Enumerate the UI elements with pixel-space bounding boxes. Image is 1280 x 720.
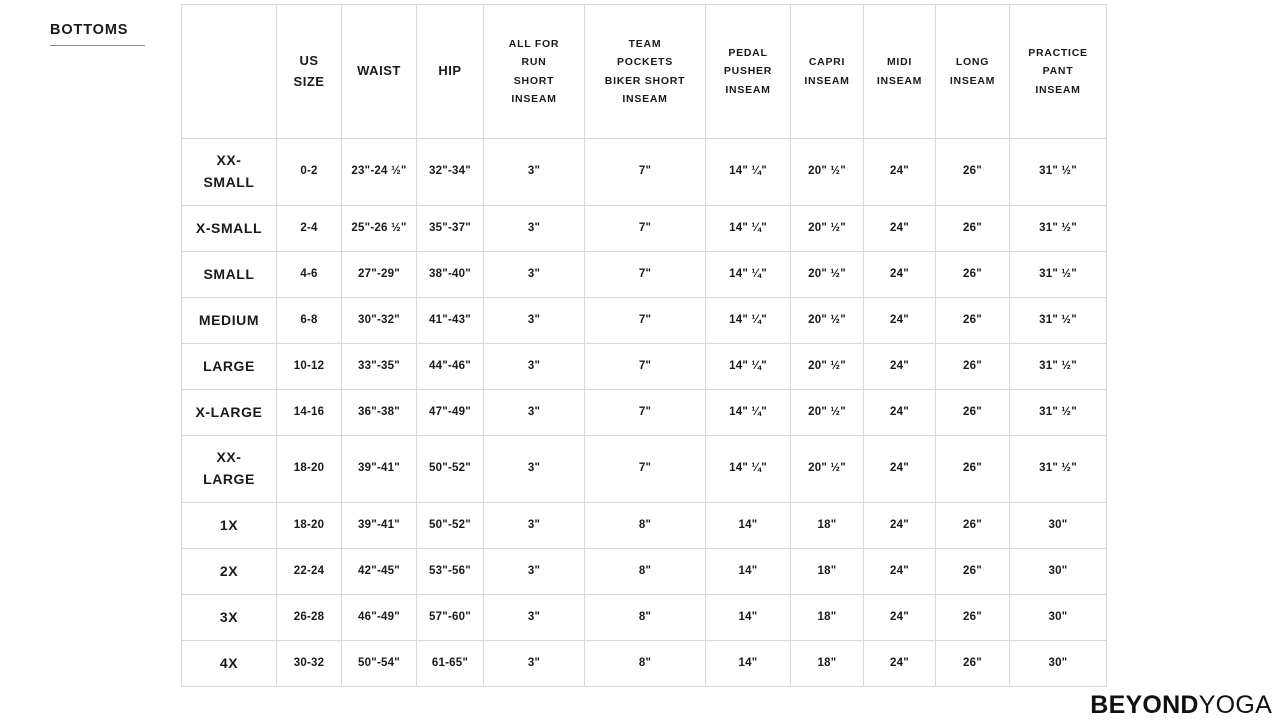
cell-hip: 32"-34" [417, 139, 484, 206]
cell-us-size: 30-32 [277, 641, 342, 687]
header-cell-long-inseam [936, 5, 1010, 139]
cell-hip: 50"-52" [417, 436, 484, 503]
cell-practice-pant-inseam: 31" ½" [1010, 390, 1107, 436]
header-line: HIP [438, 63, 462, 79]
cell-all-for-run-short-inseam: 3" [484, 549, 585, 595]
cell-team-pockets-biker-short-inseam: 7" [585, 252, 706, 298]
row-label-line: LARGE [203, 471, 255, 487]
cell-waist: 42"-45" [342, 549, 417, 595]
header-cell-us-size [277, 5, 342, 139]
cell-us-size: 4-6 [277, 252, 342, 298]
brand-logo-yoga: YOGA [1198, 691, 1272, 719]
cell-capri-inseam: 18" [791, 595, 864, 641]
cell-midi-inseam: 24" [864, 595, 936, 641]
table-header [182, 5, 1107, 139]
cell-all-for-run-short-inseam: 3" [484, 252, 585, 298]
cell-us-size: 18-20 [277, 503, 342, 549]
row-label-line: MEDIUM [198, 311, 260, 328]
cell-waist: 39"-41" [342, 436, 417, 503]
header-cell-all-for-run-short-inseam [484, 5, 585, 139]
header-line: TEAM [628, 37, 662, 50]
row-label-size [182, 595, 277, 641]
cell-capri-inseam: 20" ½" [791, 139, 864, 206]
cell-waist: 39"-41" [342, 503, 417, 549]
row-label-line: 3X [219, 608, 239, 625]
header-cell-hip [417, 5, 484, 139]
cell-team-pockets-biker-short-inseam: 7" [585, 344, 706, 390]
cell-pedal-pusher-inseam: 14" ¼" [706, 206, 791, 252]
row-label-line: X-SMALL [195, 219, 263, 236]
section-heading-label: BOTTOMS [50, 22, 129, 38]
cell-pedal-pusher-inseam: 14" ¼" [706, 390, 791, 436]
header-cell-team-pockets-biker-short-inseam [585, 5, 706, 139]
header-line: CAPRI [808, 56, 846, 69]
header-line: INSEAM [949, 74, 996, 87]
table-row [182, 344, 1107, 390]
cell-pedal-pusher-inseam: 14" ¼" [706, 139, 791, 206]
cell-capri-inseam: 20" ½" [791, 436, 864, 503]
cell-capri-inseam: 18" [791, 549, 864, 595]
cell-long-inseam: 26" [936, 298, 1010, 344]
header-line: POCKETS [617, 56, 673, 69]
cell-all-for-run-short-inseam: 3" [484, 298, 585, 344]
row-label-line: X-LARGE [195, 403, 263, 420]
row-label-size [182, 641, 277, 687]
header-line: PANT [1042, 65, 1074, 78]
cell-us-size: 26-28 [277, 595, 342, 641]
cell-midi-inseam: 24" [864, 436, 936, 503]
header-cell-capri-inseam [791, 5, 864, 139]
cell-all-for-run-short-inseam: 3" [484, 206, 585, 252]
cell-practice-pant-inseam: 31" ½" [1010, 206, 1107, 252]
cell-practice-pant-inseam: 31" ½" [1010, 139, 1107, 206]
table-body [182, 139, 1107, 687]
cell-midi-inseam: 24" [864, 503, 936, 549]
cell-long-inseam: 26" [936, 206, 1010, 252]
header-line: PEDAL [728, 46, 768, 59]
cell-team-pockets-biker-short-inseam: 8" [585, 595, 706, 641]
table-row [182, 390, 1107, 436]
row-label-line: 4X [219, 654, 239, 671]
cell-capri-inseam: 20" ½" [791, 252, 864, 298]
cell-practice-pant-inseam: 30" [1010, 641, 1107, 687]
cell-hip: 50"-52" [417, 503, 484, 549]
cell-us-size: 14-16 [277, 390, 342, 436]
row-label-line: SMALL [203, 265, 255, 282]
cell-pedal-pusher-inseam: 14" [706, 641, 791, 687]
cell-team-pockets-biker-short-inseam: 8" [585, 641, 706, 687]
cell-team-pockets-biker-short-inseam: 7" [585, 206, 706, 252]
cell-practice-pant-inseam: 30" [1010, 595, 1107, 641]
cell-practice-pant-inseam: 31" ½" [1010, 252, 1107, 298]
row-label-line: 1X [219, 516, 239, 533]
cell-midi-inseam: 24" [864, 549, 936, 595]
table-row [182, 549, 1107, 595]
cell-pedal-pusher-inseam: 14" ¼" [706, 344, 791, 390]
brand-logo-beyond: BEYOND [1090, 691, 1199, 719]
cell-waist: 33"-35" [342, 344, 417, 390]
cell-pedal-pusher-inseam: 14" [706, 549, 791, 595]
header-line: WAIST [357, 63, 401, 79]
section-heading-underline [50, 45, 145, 46]
cell-hip: 35"-37" [417, 206, 484, 252]
cell-hip: 53"-56" [417, 549, 484, 595]
table-row [182, 503, 1107, 549]
section-heading [50, 22, 170, 46]
cell-long-inseam: 26" [936, 641, 1010, 687]
row-label-line: XX- [216, 449, 242, 466]
cell-waist: 27"-29" [342, 252, 417, 298]
row-label-size [182, 298, 277, 344]
row-label-size [182, 344, 277, 390]
cell-midi-inseam: 24" [864, 390, 936, 436]
table-row [182, 436, 1107, 503]
cell-long-inseam: 26" [936, 436, 1010, 503]
cell-capri-inseam: 20" ½" [791, 206, 864, 252]
cell-all-for-run-short-inseam: 3" [484, 503, 585, 549]
row-label-line: XX- [216, 152, 242, 169]
row-label-line: LARGE [203, 357, 255, 374]
cell-us-size: 22-24 [277, 549, 342, 595]
cell-team-pockets-biker-short-inseam: 8" [585, 549, 706, 595]
header-line: INSEAM [876, 74, 923, 87]
cell-capri-inseam: 18" [791, 503, 864, 549]
cell-long-inseam: 26" [936, 549, 1010, 595]
header-line: ALL FOR [508, 37, 560, 50]
cell-pedal-pusher-inseam: 14" [706, 595, 791, 641]
cell-practice-pant-inseam: 31" ½" [1010, 298, 1107, 344]
header-cell-practice-pant-inseam [1010, 5, 1107, 139]
cell-all-for-run-short-inseam: 3" [484, 641, 585, 687]
cell-hip: 38"-40" [417, 252, 484, 298]
header-line: LONG [955, 56, 990, 69]
table-row [182, 206, 1107, 252]
row-label-size [182, 139, 277, 206]
cell-hip: 47"-49" [417, 390, 484, 436]
row-label-size [182, 206, 277, 252]
cell-midi-inseam: 24" [864, 298, 936, 344]
cell-all-for-run-short-inseam: 3" [484, 595, 585, 641]
header-line: INSEAM [725, 83, 771, 96]
cell-team-pockets-biker-short-inseam: 8" [585, 503, 706, 549]
cell-practice-pant-inseam: 30" [1010, 549, 1107, 595]
cell-midi-inseam: 24" [864, 344, 936, 390]
header-line: INSEAM [622, 92, 668, 105]
header-cell-waist [342, 5, 417, 139]
cell-us-size: 18-20 [277, 436, 342, 503]
header-line: MIDI [886, 56, 913, 69]
row-label-size [182, 390, 277, 436]
cell-long-inseam: 26" [936, 139, 1010, 206]
cell-practice-pant-inseam: 30" [1010, 503, 1107, 549]
cell-capri-inseam: 20" ½" [791, 390, 864, 436]
cell-us-size: 2-4 [277, 206, 342, 252]
cell-all-for-run-short-inseam: 3" [484, 436, 585, 503]
table-row [182, 298, 1107, 344]
cell-long-inseam: 26" [936, 252, 1010, 298]
table-row [182, 252, 1107, 298]
cell-pedal-pusher-inseam: 14" ¼" [706, 298, 791, 344]
size-chart-table [181, 4, 1107, 687]
row-label-line: SMALL [203, 174, 255, 190]
header-row [182, 5, 1107, 139]
header-line: BIKER SHORT [604, 74, 686, 87]
cell-all-for-run-short-inseam: 3" [484, 344, 585, 390]
cell-long-inseam: 26" [936, 503, 1010, 549]
header-line: SIZE [293, 73, 325, 89]
cell-hip: 44"-46" [417, 344, 484, 390]
cell-waist: 23"-24 ½" [342, 139, 417, 206]
header-line: SHORT [513, 74, 555, 87]
header-line: INSEAM [511, 92, 557, 105]
cell-hip: 61-65" [417, 641, 484, 687]
cell-midi-inseam: 24" [864, 206, 936, 252]
row-label-size [182, 436, 277, 503]
header-line: US [299, 52, 319, 68]
cell-hip: 57"-60" [417, 595, 484, 641]
cell-us-size: 6-8 [277, 298, 342, 344]
cell-all-for-run-short-inseam: 3" [484, 390, 585, 436]
cell-waist: 50"-54" [342, 641, 417, 687]
cell-capri-inseam: 20" ½" [791, 298, 864, 344]
header-cell-midi-inseam [864, 5, 936, 139]
cell-us-size: 0-2 [277, 139, 342, 206]
row-label-line: 2X [219, 562, 239, 579]
cell-capri-inseam: 18" [791, 641, 864, 687]
row-label-size [182, 503, 277, 549]
header-line: RUN [521, 56, 547, 69]
header-line: PUSHER [723, 65, 773, 78]
cell-long-inseam: 26" [936, 390, 1010, 436]
cell-midi-inseam: 24" [864, 252, 936, 298]
table-row [182, 641, 1107, 687]
cell-waist: 36"-38" [342, 390, 417, 436]
header-line: INSEAM [1035, 83, 1081, 96]
cell-all-for-run-short-inseam: 3" [484, 139, 585, 206]
size-table-container [181, 4, 1101, 687]
cell-waist: 30"-32" [342, 298, 417, 344]
cell-team-pockets-biker-short-inseam: 7" [585, 139, 706, 206]
cell-practice-pant-inseam: 31" ½" [1010, 436, 1107, 503]
cell-waist: 25"-26 ½" [342, 206, 417, 252]
cell-hip: 41"-43" [417, 298, 484, 344]
cell-team-pockets-biker-short-inseam: 7" [585, 436, 706, 503]
cell-capri-inseam: 20" ½" [791, 344, 864, 390]
cell-waist: 46"-49" [342, 595, 417, 641]
header-line: PRACTICE [1028, 46, 1088, 59]
cell-long-inseam: 26" [936, 595, 1010, 641]
table-row [182, 595, 1107, 641]
cell-pedal-pusher-inseam: 14" ¼" [706, 252, 791, 298]
cell-pedal-pusher-inseam: 14" ¼" [706, 436, 791, 503]
row-label-size [182, 549, 277, 595]
row-label-size [182, 252, 277, 298]
cell-us-size: 10-12 [277, 344, 342, 390]
cell-practice-pant-inseam: 31" ½" [1010, 344, 1107, 390]
cell-team-pockets-biker-short-inseam: 7" [585, 390, 706, 436]
cell-pedal-pusher-inseam: 14" [706, 503, 791, 549]
table-row [182, 139, 1107, 206]
header-cell-pedal-pusher-inseam [706, 5, 791, 139]
cell-team-pockets-biker-short-inseam: 7" [585, 298, 706, 344]
header-line: INSEAM [804, 74, 850, 87]
header-cell-corner [182, 5, 277, 139]
cell-midi-inseam: 24" [864, 641, 936, 687]
cell-long-inseam: 26" [936, 344, 1010, 390]
cell-midi-inseam: 24" [864, 139, 936, 206]
brand-logo [1090, 693, 1272, 718]
